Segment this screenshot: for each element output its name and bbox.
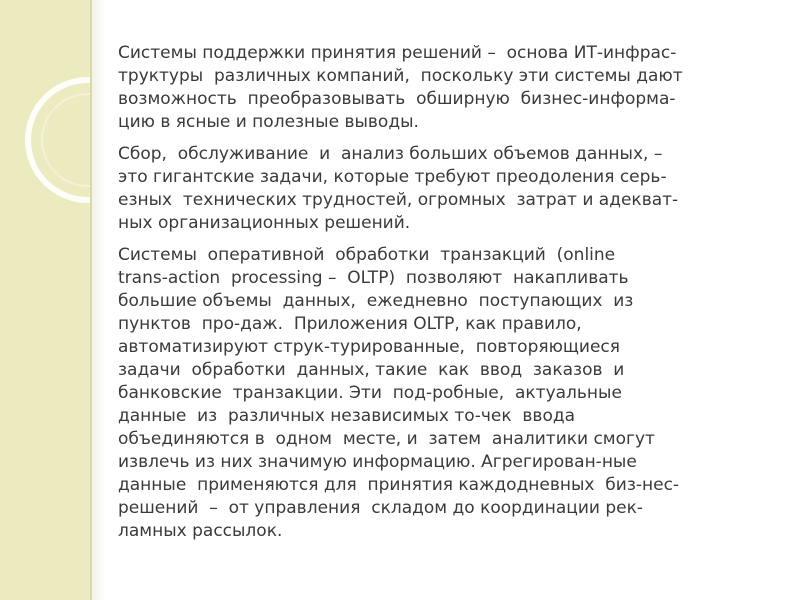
text-line: автоматизируют струк-турированные, повторяющиеся bbox=[118, 337, 621, 357]
text-line: данные применяются для принятия каждодневных биз-нес- bbox=[118, 475, 680, 495]
decorative-rings bbox=[0, 0, 90, 230]
paragraph-2 bbox=[118, 143, 768, 235]
text-line: труктуры различных компаний, поскольку эти системы дают bbox=[118, 66, 683, 86]
decorative-ring-inner bbox=[42, 94, 90, 186]
text-line: объединяются в одном месте, и затем аналитики смогут bbox=[118, 429, 655, 449]
text-line: ламных рассылок. bbox=[118, 521, 283, 541]
text-line: Системы оперативной обработки транзакций (online bbox=[118, 245, 616, 265]
text-line: возможность преобразовывать обширную бизнес-информа- bbox=[118, 89, 676, 109]
text-line: задачи обработки данных, такие как ввод заказов и bbox=[118, 360, 625, 380]
band-shadow bbox=[92, 0, 106, 600]
decorative-side-band bbox=[0, 0, 90, 600]
text-line: банковские транзакции. Эти под-робные, актуальные bbox=[118, 383, 622, 403]
text-line: цию в ясные и полезные выводы. bbox=[118, 112, 419, 132]
text-line: извлечь из них значимую информацию. Агрегирован-ные bbox=[118, 452, 637, 472]
slide-body-text bbox=[118, 42, 768, 552]
text-line: решений – от управления складом до координации рек- bbox=[118, 498, 643, 518]
paragraph-3 bbox=[118, 244, 768, 543]
text-line: trans-action processing – OLTP) позволяют накапливать bbox=[118, 268, 629, 288]
paragraph-1 bbox=[118, 42, 768, 134]
decorative-ring-large bbox=[28, 80, 90, 200]
text-line: Сбор, обслуживание и анализ больших объемов данных, – bbox=[118, 144, 663, 164]
text-line: пунктов про-даж. Приложения OLTP, как правило, bbox=[118, 314, 582, 334]
text-line: данные из различных независимых то-чек ввода bbox=[118, 406, 576, 426]
text-line: это гигантские задачи, которые требуют преодоления серь- bbox=[118, 167, 667, 187]
text-line: Системы поддержки принятия решений – основа ИТ-инфрас- bbox=[118, 43, 677, 63]
text-line: ных организационных решений. bbox=[118, 213, 411, 233]
text-line: езных технических трудностей, огромных затрат и адекват- bbox=[118, 190, 679, 210]
text-line: большие объемы данных, ежедневно поступающих из bbox=[118, 291, 634, 311]
